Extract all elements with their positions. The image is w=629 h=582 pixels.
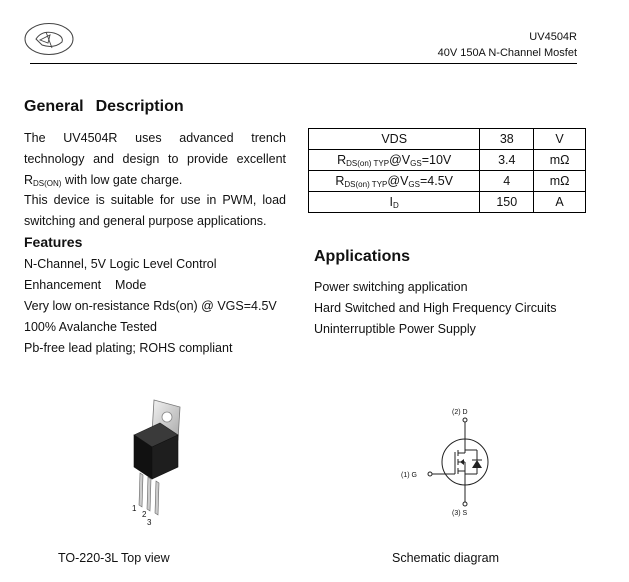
pin-3-label: 3 <box>147 518 152 527</box>
table-row <box>309 129 586 150</box>
description-paragraph-2: This device is suitable for use in PWM, load switching and general purpose applications. <box>24 193 286 228</box>
table-row <box>309 192 586 213</box>
table-row <box>309 171 586 192</box>
list-item: Very low on-resistance Rds(on) @ VGS=4.5V <box>24 299 277 313</box>
to220-package-icon <box>120 395 210 530</box>
table-cell: mΩ <box>534 150 586 171</box>
list-item: 100% Avalanche Tested <box>24 320 157 334</box>
table-cell: 4 <box>480 171 534 192</box>
package-caption: TO-220-3L Top view <box>58 551 170 565</box>
table-cell: 38 <box>480 129 534 150</box>
mosfet-schematic-icon <box>395 400 505 520</box>
table-cell: mΩ <box>534 171 586 192</box>
list-item: Hard Switched and High Frequency Circuits <box>314 301 557 315</box>
table-cell: $R_{DS(on) TYP}@V_{GS}=10V$ <box>309 150 480 171</box>
source-label: (3) S <box>452 510 468 517</box>
list-item: Power switching application <box>314 280 468 294</box>
part-description: 40V 150A N-Channel Mosfet <box>437 47 577 59</box>
spec-table <box>308 128 586 213</box>
table-cell: A <box>534 192 586 213</box>
header-divider <box>30 63 577 64</box>
drain-label: (2) D <box>452 409 468 416</box>
list-item: Enhancement Mode <box>24 278 147 292</box>
features-title: Features <box>24 234 83 250</box>
table-cell: VDS <box>309 129 480 150</box>
list-item: Pb-free lead plating; ROHS compliant <box>24 341 233 355</box>
table-cell: $I_D$ <box>309 192 480 213</box>
table-cell: V <box>534 129 586 150</box>
general-description-title: General Description <box>24 98 184 115</box>
table-cell: 3.4 <box>480 150 534 171</box>
description-paragraph-1: The UV4504R uses advanced trench technology and design to provide excellent $R_{DS(ON)}$ with low gate charge. <box>24 131 286 188</box>
list-item: N-Channel, 5V Logic Level Control <box>24 257 217 271</box>
table-cell: 150 <box>480 192 534 213</box>
part-number: UV4504R <box>529 31 577 43</box>
table-cell: $R_{DS(on) TYP}@V_{GS}=4.5V$ <box>309 171 480 192</box>
features-list <box>24 254 277 359</box>
schematic-caption: Schematic diagram <box>392 551 499 565</box>
gate-label: (1) G <box>401 472 417 479</box>
list-item: Uninterruptible Power Supply <box>314 322 476 336</box>
company-logo-icon <box>24 22 74 56</box>
pin-2-label: 2 <box>142 510 147 519</box>
applications-list <box>314 277 556 340</box>
applications-title: Applications <box>314 248 411 265</box>
pin-1-label: 1 <box>132 504 137 513</box>
table-row <box>309 150 586 171</box>
